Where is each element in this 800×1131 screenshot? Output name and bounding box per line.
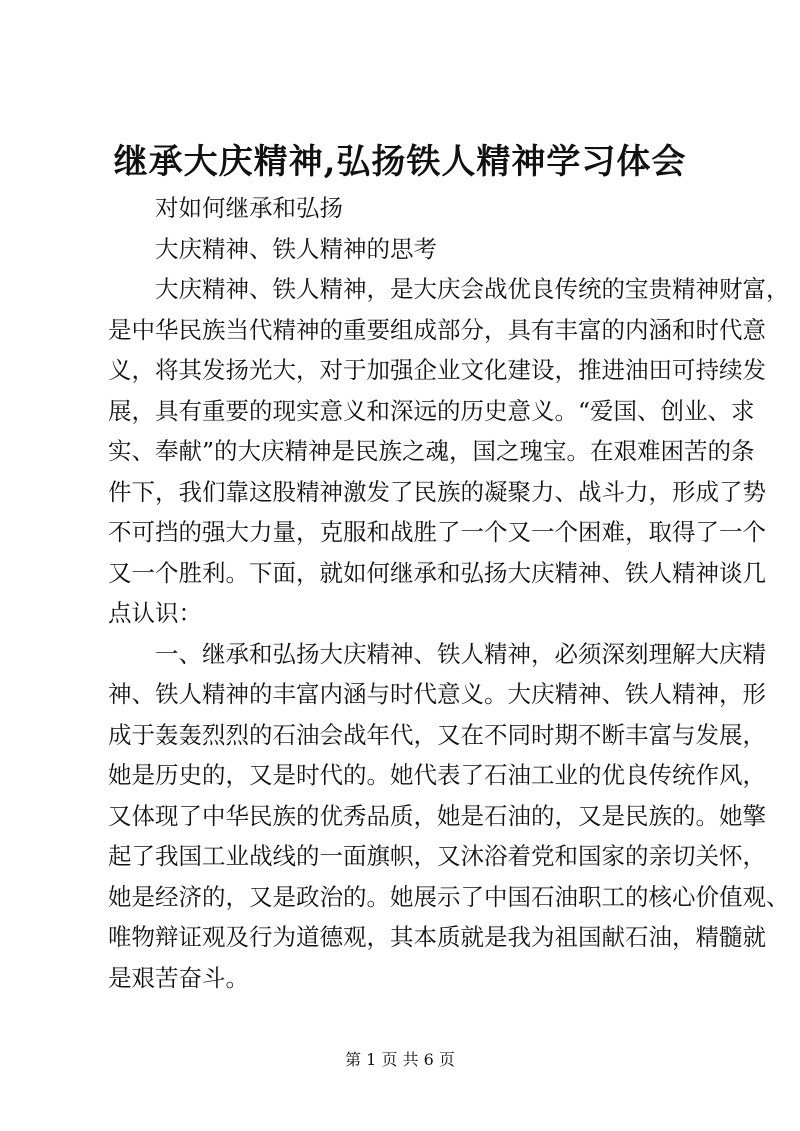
body-line: 展，具有重要的现实意义和深远的历史意义。“爱国、创业、求 [108,396,755,425]
body-line: 又一个胜利。下面，就如何继承和弘扬大庆精神、铁人精神谈几 [108,558,766,587]
body-line: 成于轰轰烈烈的石油会战年代，又在不同时期不断丰富与发展， [108,720,766,749]
body-line: 她是经济的，又是政治的。她展示了中国石油职工的核心价值观、 [108,882,790,911]
body-line: 对如何继承和弘扬 [155,194,343,222]
body-line: 件下，我们靠这股精神激发了民族的凝聚力、战斗力，形成了势 [108,477,766,506]
body-line: 不可挡的强大力量，克服和战胜了一个又一个困难，取得了一个 [108,518,766,546]
body-line: 大庆精神、铁人精神的思考 [155,234,437,263]
body-line: 是艰苦奋斗。 [108,963,249,992]
body-line: 一、继承和弘扬大庆精神、铁人精神，必须深刻理解大庆精 [155,639,766,668]
document-title: 继承大庆精神,弘扬铁人精神学习体会 [113,142,687,182]
document-body [108,188,790,998]
body-line: 实、奉献”的大庆精神是民族之魂，国之瑰宝。在艰难困苦的条 [108,437,755,465]
body-line: 点认识： [108,599,202,627]
body-line: 唯物辩证观及行为道德观，其本质就是我为祖国献石油，精髓就 [108,923,766,951]
body-line: 起了我国工业战线的一面旗帜，又沐浴着党和国家的亲切关怀， [108,842,766,870]
body-line: 又体现了中华民族的优秀品质，她是石油的，又是民族的。她擎 [108,801,766,830]
body-line: 神、铁人精神的丰富内涵与时代意义。大庆精神、铁人精神，形 [108,680,766,708]
body-line: 是中华民族当代精神的重要组成部分，具有丰富的内涵和时代意 [108,315,766,344]
body-line: 义，将其发扬光大，对于加强企业文化建设，推进油田可持续发 [108,356,766,384]
body-line: 大庆精神、铁人精神，是大庆会战优良传统的宝贵精神财富， [155,275,790,303]
page-footer: 第 1 页 共 6 页 [345,1050,455,1069]
body-line: 她是历史的，又是时代的。她代表了石油工业的优良传统作风， [108,761,766,789]
